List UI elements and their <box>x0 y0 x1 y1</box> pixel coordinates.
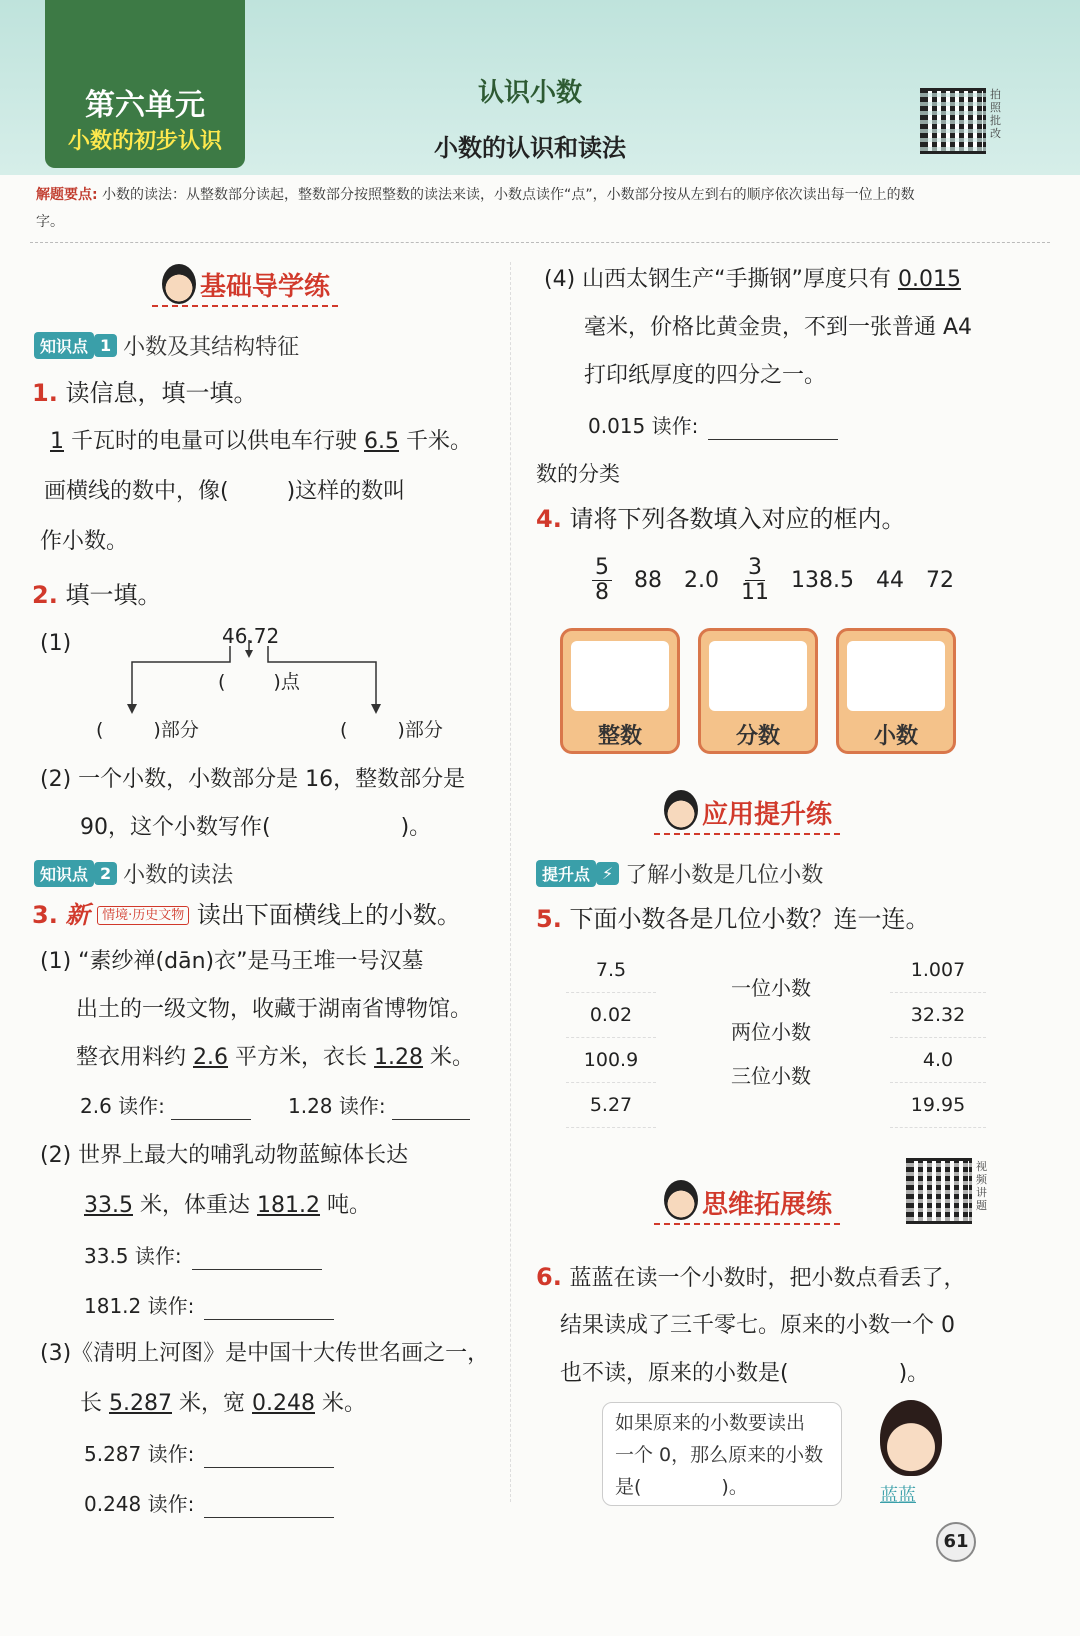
question-6-line1 <box>536 1262 965 1293</box>
kp-text: 了解小数是几位小数 <box>625 863 824 888</box>
question-number: 2. <box>32 581 58 609</box>
qr-code-icon[interactable] <box>906 1158 972 1224</box>
question-number: 6. <box>536 1263 562 1291</box>
underlined-number: 2.6 <box>193 1045 229 1070</box>
q3-p3-line1: (3)《清明上河图》是中国十大传世名画之一， <box>40 1341 490 1366</box>
text: 181.2 读作: <box>84 1294 195 1318</box>
right-decimal[interactable]: 19.95 <box>890 1083 986 1128</box>
text: 2.6 读作: <box>80 1094 165 1118</box>
text: )部分 <box>397 719 443 741</box>
underlined-number: 33.5 <box>84 1193 133 1218</box>
q3-p2-line1: (2) 世界上最大的哺乳动物蓝鲸体长达 <box>40 1143 409 1168</box>
section-apply: 应用提升练 <box>654 794 840 835</box>
question-6-line2: 结果读成了三千零七。原来的小数一个 0 <box>560 1313 955 1338</box>
underlined-number: 0.015 <box>897 267 961 292</box>
tip-label: 解题要点: <box>36 187 98 203</box>
hint-bubble <box>602 1402 842 1506</box>
q3-p1-line3 <box>76 1044 474 1072</box>
q3-p4-line1 <box>544 266 961 294</box>
question-number: 1. <box>32 379 58 407</box>
box-label: 小数 <box>873 724 918 749</box>
text: 5.287 读作: <box>84 1442 195 1466</box>
number-item[interactable]: 88 <box>634 568 662 593</box>
underlined-number: 1.28 <box>374 1045 424 1070</box>
digit-option[interactable]: 三位小数 <box>731 1064 811 1088</box>
text: 米，宽 <box>179 1391 246 1416</box>
integer-part-label <box>96 716 199 744</box>
read-0.248 <box>84 1490 334 1518</box>
qr-label: 视频讲题 <box>976 1160 987 1212</box>
solution-tip <box>36 182 916 236</box>
right-decimal[interactable]: 1.007 <box>890 948 986 993</box>
q2-part2-line1: (2) 一个小数，小数部分是 16，整数部分是 <box>40 767 466 792</box>
read-5.287 <box>84 1440 334 1468</box>
page-number: 61 <box>936 1522 976 1562</box>
underlined-number: 6.5 <box>364 429 400 454</box>
denominator: 8 <box>595 580 609 605</box>
box-label: 整数 <box>597 724 642 749</box>
hint-line <box>615 1471 829 1503</box>
read-33.5 <box>84 1242 322 1270</box>
divider <box>30 242 1050 243</box>
unit-title: 第六单元 <box>85 88 205 123</box>
numerator: 3 <box>745 556 765 581</box>
answer-blank[interactable] <box>204 1319 334 1320</box>
text: 千米。 <box>406 429 473 454</box>
question-text: 请将下列各数填入对应的框内。 <box>569 505 906 533</box>
hint-line: 如果原来的小数要读出 <box>615 1412 806 1434</box>
q2-number: 46.72 <box>222 624 280 648</box>
number-item[interactable]: 2.0 <box>684 568 719 593</box>
text: 画横线的数中，像( <box>44 479 229 504</box>
answer-blank[interactable] <box>204 1467 334 1468</box>
section-think: 思维拓展练 <box>654 1184 840 1225</box>
page-subtitle: 小数的认识和读法 <box>434 134 626 162</box>
underlined-number: 181.2 <box>257 1193 320 1218</box>
text: 吨。 <box>326 1193 371 1218</box>
question-1-title <box>32 378 257 408</box>
q1-line2 <box>44 478 405 506</box>
knowledge-point-2 <box>34 858 233 889</box>
text: 0.015 读作: <box>588 414 699 438</box>
kp-text: 小数的读法 <box>123 863 234 888</box>
underlined-number: 0.248 <box>252 1391 315 1416</box>
digit-count-column <box>716 966 826 1098</box>
number-item[interactable]: 138.5 <box>791 568 854 593</box>
read-0.015 <box>588 412 838 440</box>
question-text: 下面小数各是几位小数？连一连。 <box>569 905 930 933</box>
text: 90，这个小数写作( <box>80 815 271 840</box>
answer-blank[interactable] <box>192 1269 322 1270</box>
drop-area[interactable] <box>709 641 807 711</box>
q3-p1-line1: (1) “素纱禅(dān)衣”是马王堆一号汉墓 <box>40 949 424 974</box>
kp-number: 1 <box>94 334 117 357</box>
column-separator <box>510 262 511 1502</box>
lanlan-avatar-icon <box>880 1400 942 1476</box>
fraction[interactable] <box>592 556 612 605</box>
text: 1.28 读作: <box>288 1094 386 1118</box>
question-number: 5. <box>536 905 562 933</box>
section-basic: 基础导学练 <box>152 266 338 307</box>
text: 平方米，衣长 <box>235 1045 368 1070</box>
read-1.28 <box>288 1092 470 1120</box>
paren: ( <box>340 719 348 741</box>
text: 0.248 读作: <box>84 1492 195 1516</box>
number-item[interactable]: 72 <box>925 568 954 593</box>
qr-code-icon[interactable] <box>920 88 986 154</box>
read-181.2 <box>84 1292 334 1320</box>
question-text: 读信息，填一填。 <box>65 379 258 407</box>
tip-text: 小数的读法：从整数部分读起，整数部分按照整数的读法来读，小数点读作“点”，小数部分按从左到右的顺序依次读出每一位上的数字。 <box>36 187 915 230</box>
kp-number: 2 <box>94 862 117 885</box>
numerator: 5 <box>592 556 612 581</box>
answer-blank[interactable] <box>392 1119 470 1120</box>
text: )。 <box>400 815 432 840</box>
paren: ( <box>218 671 226 693</box>
right-decimal[interactable]: 32.32 <box>890 993 986 1038</box>
text: 米。 <box>430 1045 475 1070</box>
text: )这样的数叫 <box>286 479 406 504</box>
question-2-title <box>32 580 161 610</box>
question-number: 4. <box>536 505 562 533</box>
q3-p3-line2 <box>80 1390 366 1418</box>
integer-box[interactable] <box>560 628 680 754</box>
decimal-point-label <box>218 668 300 696</box>
text: 千瓦时的电量可以供电车行驶 <box>71 429 358 454</box>
text: 米。 <box>322 1391 367 1416</box>
q1-line1 <box>50 428 472 456</box>
hint-line: 一个 0，那么原来的小数 <box>615 1444 824 1466</box>
knowledge-point-1 <box>34 330 299 361</box>
question-text: 填一填。 <box>65 581 162 609</box>
qr-label: 拍照批改 <box>990 88 1001 140</box>
q4-number-list <box>592 556 954 605</box>
text: )。 <box>898 1361 930 1386</box>
answer-blank[interactable] <box>204 1517 334 1518</box>
kp-badge: 知识点 <box>34 860 94 887</box>
left-decimal[interactable]: 100.9 <box>566 1038 656 1083</box>
answer-blank[interactable] <box>171 1119 251 1120</box>
text: (4) 山西太钢生产“手撕钢”厚度只有 <box>544 267 891 292</box>
denominator: 11 <box>741 580 769 605</box>
left-decimal[interactable]: 5.27 <box>566 1083 656 1128</box>
left-decimal[interactable]: 0.02 <box>566 993 656 1038</box>
left-decimal-column <box>566 948 656 1128</box>
number-item[interactable]: 44 <box>875 568 904 593</box>
text: 33.5 读作: <box>84 1244 182 1268</box>
text: )。 <box>721 1476 748 1498</box>
question-4-title <box>536 504 905 534</box>
box-label: 分数 <box>735 724 780 749</box>
lightning-icon: ⚡ <box>596 862 619 885</box>
page-title: 认识小数 <box>477 78 582 108</box>
q3-p4-line2: 毫米，价格比黄金贵，不到一张普通 A4 <box>584 315 973 340</box>
question-5-title <box>536 904 929 934</box>
new-tag: 新 <box>65 901 90 929</box>
question-6-line3 <box>560 1360 929 1388</box>
question-text: 读出下面横线上的小数。 <box>196 901 461 929</box>
context-tag: 情境·历史文物 <box>97 906 189 925</box>
answer-blank[interactable] <box>708 439 838 440</box>
q3-p1-line2: 出土的一级文物，收藏于湖南省博物馆。 <box>76 997 473 1022</box>
classify-label: 数的分类 <box>536 462 620 486</box>
improvement-point <box>536 858 823 889</box>
paren: ( <box>96 719 104 741</box>
unit-subtitle: 小数的初步认识 <box>67 129 222 154</box>
text: )点 <box>273 671 300 693</box>
right-decimal[interactable]: 4.0 <box>890 1038 986 1083</box>
fraction-box[interactable] <box>698 628 818 754</box>
right-decimal-column <box>890 948 986 1128</box>
digit-option[interactable]: 一位小数 <box>731 976 811 1000</box>
underlined-number: 5.287 <box>109 1391 172 1416</box>
decimal-box[interactable] <box>836 628 956 754</box>
fraction[interactable] <box>741 556 769 605</box>
text: 长 <box>80 1391 103 1416</box>
text: 整衣用料约 <box>76 1045 187 1070</box>
kp-text: 小数及其结构特征 <box>123 335 300 360</box>
q2-part2-line2 <box>80 814 431 842</box>
question-text: 蓝蓝在读一个小数时，把小数点看丢了， <box>569 1266 966 1291</box>
q2-part1-label: (1) <box>40 631 72 656</box>
text: 是( <box>615 1476 642 1498</box>
text: 米，体重达 <box>139 1193 250 1218</box>
drop-area[interactable] <box>847 641 945 711</box>
character-name: 蓝蓝 <box>880 1485 916 1506</box>
drop-area[interactable] <box>571 641 669 711</box>
digit-option[interactable]: 两位小数 <box>731 1020 811 1044</box>
read-2.6 <box>80 1092 251 1120</box>
q1-line3: 作小数。 <box>40 529 129 554</box>
decimal-part-label <box>340 716 443 744</box>
text: )部分 <box>153 719 199 741</box>
underlined-number: 1 <box>50 429 64 454</box>
q3-p2-line2 <box>84 1192 371 1220</box>
question-number: 3. <box>32 901 58 929</box>
text: 也不读，原来的小数是( <box>560 1361 789 1386</box>
kp-badge: 提升点 <box>536 860 596 887</box>
q3-p4-line3: 打印纸厚度的四分之一。 <box>584 363 827 388</box>
left-decimal[interactable]: 7.5 <box>566 948 656 993</box>
kp-badge: 知识点 <box>34 332 94 359</box>
question-3-title <box>32 900 461 931</box>
